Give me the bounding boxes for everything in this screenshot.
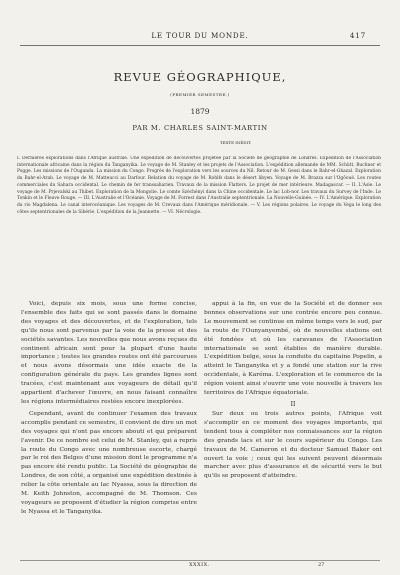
summary-paragraph: I. Dernières explorations dans l'Afrique australe. Une expédition de découvertes projetée par la Société de géographie de Londres. Expédition de l'Association internationale africaine dans la région du Tanganyika. Le voyage de M. Stanley et les projets de l'Association. L'expédition allemande de MM. Schütt, Buchner et Pogge. Les missions de l'Ouganda. La mission du Congo. Progrès de l'exploration vers les sources du Nil. Retour de M. Gessi dans le Bahr-el-Ghazal. Exploration du Bahr-el-Arab. Le voyage de M. Matteucci au Darfour. Relation du voyage de M. Rohlfs dans le désert libyen. Voyage de M. Brazza sur l'Ogôoué. Les routes commerciales du Sahara occidental. Le chemin de fer transsaharien. Travaux de la mission Flatters. Le projet de mer intérieure. Madagascar. — II. L'Asie. Le voyage de M. Prjevalski au Thibet. Exploration de la Mongolie. Le comte Széchényi dans la Chine occidentale. Le lac Lob-nor. Les travaux du Survey de l'Inde. Le Tonkin et le Fleuve Rouge. — III. L'Australie et l'Océanie. Voyage de M. Forrest dans l'Australie septentrionale. La Nouvelle-Guinée. — IV. L'Amérique. Exploration du rio Magdalena. Le canal interocéanique. Les voyages de M. Crevaux dans l'Amérique méridionale. — V. Les régions polaires. Le voyage du Vega le long des côtes septentrionales de la Sibérie. L'expédition de la Jeannette. — VI. Nécrologie.	[17, 156, 381, 215]
article-author: PAR M. CHARLES SAINT-MARTIN	[132, 124, 268, 132]
running-title: LE TOUR DU MONDE.	[151, 31, 249, 40]
body-paragraph: Sur deux ou trois autres points, l'Afrique voit s'accomplir en ce moment des voyages importants, qui tendent tous à compléter nos connaissances sur la région des grands lacs et sur le cours supérieur du Congo. Les travaux de M. Cameron et du docteur Samuel Baker ont ouvert la voie ; ceux qui les suivent peuvent désormais marcher avec plus d'assurance et de sécurité vers le but qu'ils se proposent d'atteindre.	[204, 410, 382, 480]
signature-mark: 27	[318, 562, 325, 568]
running-head	[28, 31, 372, 43]
issue-number: XXXIX.	[189, 562, 210, 568]
page-number: 417	[349, 31, 366, 40]
article-subtitle: (PREMIER SEMESTRE.)	[170, 92, 230, 97]
body-paragraph: Voici, depuis six mois, sous une forme concise, l'ensemble des faits qui se sont passés dans le domaine des voyages et des découvertes, et de l'exploration, tels qu'ils nous sont parvenus par la voie de la presse et des sociétés savantes. Les nouvelles que nous avons reçues du continent africain sont pour la plupart d'une haute importance ; toutes les grandes routes ont été parcourues et nous avons désormais une idée exacte de la configuration générale du pays. Les grandes lignes sont tracées, c'est maintenant aux voyageurs de détail qu'il appartient d'achever l'œuvre, en nous faisant connaître les régions intermédiaires restées encore inexplorées.	[21, 301, 197, 405]
section-number: II	[290, 400, 296, 408]
footer-rule	[20, 560, 380, 561]
article-title: REVUE GÉOGRAPHIQUE,	[113, 70, 287, 84]
body-paragraph: Cependant, avant de continuer l'examen des travaux accomplis pendant ce semestre, il convient de dire un mot des voyages qui n'ont pas encore abouti et qui préparent l'avenir. De ce nombre est celui de M. Stanley, qui a repris la route du Congo avec une nombreuse escorte, chargé par le roi des Belges d'une mission dont le programme n'a pas encore été rendu public. La Société de géographie de Londres, de son côté, a organisé une expédition destinée à relier la côte orientale au lac Nyassa, sous la direction de M. Keith Johnston, accompagné de M. Thomson. Ces voyageurs se proposent d'étudier la région comprise entre le Nyassa et le Tanganyika.	[21, 410, 197, 515]
header-rule	[20, 45, 380, 46]
body-paragraph: appui à la fin, en vue de la Société et de donner ses bonnes observations sur une contrée encore peu connue. Le mouvement se continue en même temps vers le sud, par la route de l'Ounyanyembé, où de nouvelles stations ont été fondées et où les caravanes de l'Association internationale se sont établies de manière durable. L'expédition belge, sous la conduite du capitaine Popelin, a atteint le Tanganyika et y a fondé une station sur la rive occidentale, à Karéma. L'exploration et le commerce de la région voient ainsi s'ouvrir une voie nouvelle à travers les territoires de l'Afrique équatoriale.	[204, 301, 382, 397]
body-column-right	[204, 300, 382, 558]
article-year: 1879	[190, 107, 210, 116]
body-column-left	[21, 300, 197, 558]
author-note: TEXTE INÉDIT.	[220, 140, 252, 145]
